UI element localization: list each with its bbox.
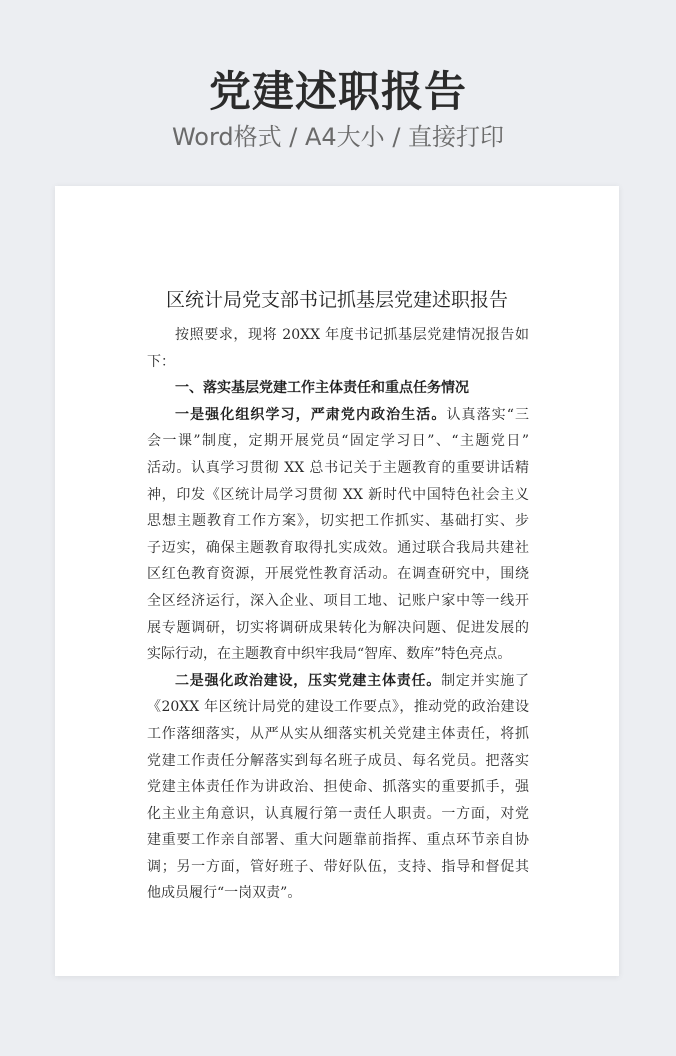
paragraph-2-line-1 (147, 668, 529, 695)
paragraph-1-line-8: 全区经济运行，深入企业、项目工地、记账户家中等一线开 (147, 592, 529, 609)
paragraph-1-line-4: 神，印发《区统计局学习贯彻 XX 新时代中国特色社会主义 (147, 486, 529, 503)
paragraph-1-lead-rest: 认真落实“三 (446, 406, 529, 423)
banner-subtitle: Word格式 / A4大小 / 直接打印 (171, 123, 505, 151)
paragraph-2-line-3: 工作落细落实，从严从实从细落实机关党建主体责任，将抓 (147, 725, 529, 742)
section-heading: 一、落实基层党建工作主体责任和重点任务情况 (175, 380, 469, 397)
paragraph-2-line-6: 化主业主角意识，认真履行第一责任人职责。一方面，对党 (147, 805, 529, 822)
paragraph-1-lead: 一是强化组织学习，严肃党内政治生活。 (175, 406, 447, 423)
paragraph-2-line-7: 建重要工作亲自部署、重大问题靠前指挥、重点环节亲自协 (147, 832, 529, 849)
intro-line-1: 按照要求，现将 20XX 年度书记抓基层党建情况报告如 (175, 327, 529, 343)
intro-line-2: 下： (147, 353, 175, 370)
paragraph-1-line-10: 实际行动，在主题教育中织牢我局“智库、数库”特色亮点。 (147, 646, 512, 663)
banner-title: 党建述职报告 (208, 67, 467, 116)
paragraph-2-line-4: 党建工作责任分解落实到每名班子成员、每名党员。把落实 (147, 752, 529, 769)
paragraph-1-line-3: 活动。认真学习贯彻 XX 总书记关于主题教育的重要讲话精 (147, 459, 529, 476)
paragraph-1-line-2: 会一课”制度，定期开展党员“固定学习日”、“主题党日” (147, 433, 529, 450)
paragraph-1-line-1 (147, 402, 529, 429)
paragraph-2-lead-rest: 制定并实施了 (441, 672, 530, 689)
document-page (55, 186, 619, 976)
paragraph-2-line-2: 《20XX 年区统计局党的建设工作要点》，推动党的政治建设 (147, 699, 529, 716)
paragraph-1-line-6: 子迈实，确保主题教育取得扎实成效。通过联合我局共建社 (147, 539, 529, 556)
document-body (147, 322, 529, 907)
paragraph-2-line-8: 调；另一方面，管好班子、带好队伍，支持、指导和督促其 (147, 858, 529, 875)
paragraph-2-lead: 二是强化政治建设，压实党建主体责任。 (175, 672, 442, 689)
paragraph-2-line-5: 党建主体责任作为讲政治、担使命、抓落实的重要抓手，强 (147, 779, 529, 796)
paragraph-2-line-9: 他成员履行“一岗双责”。 (147, 885, 302, 902)
document-title: 区统计局党支部书记抓基层党建述职报告 (165, 289, 508, 311)
paragraph-1-line-7: 区红色教育资源，开展党性教育活动。在调查研究中，围绕 (147, 566, 529, 583)
paragraph-1-line-5: 思想主题教育工作方案》，切实把工作抓实、基础打实、步 (147, 513, 529, 530)
paragraph-1-line-9: 展专题调研，切实将调研成果转化为解决问题、促进发展的 (147, 619, 529, 636)
